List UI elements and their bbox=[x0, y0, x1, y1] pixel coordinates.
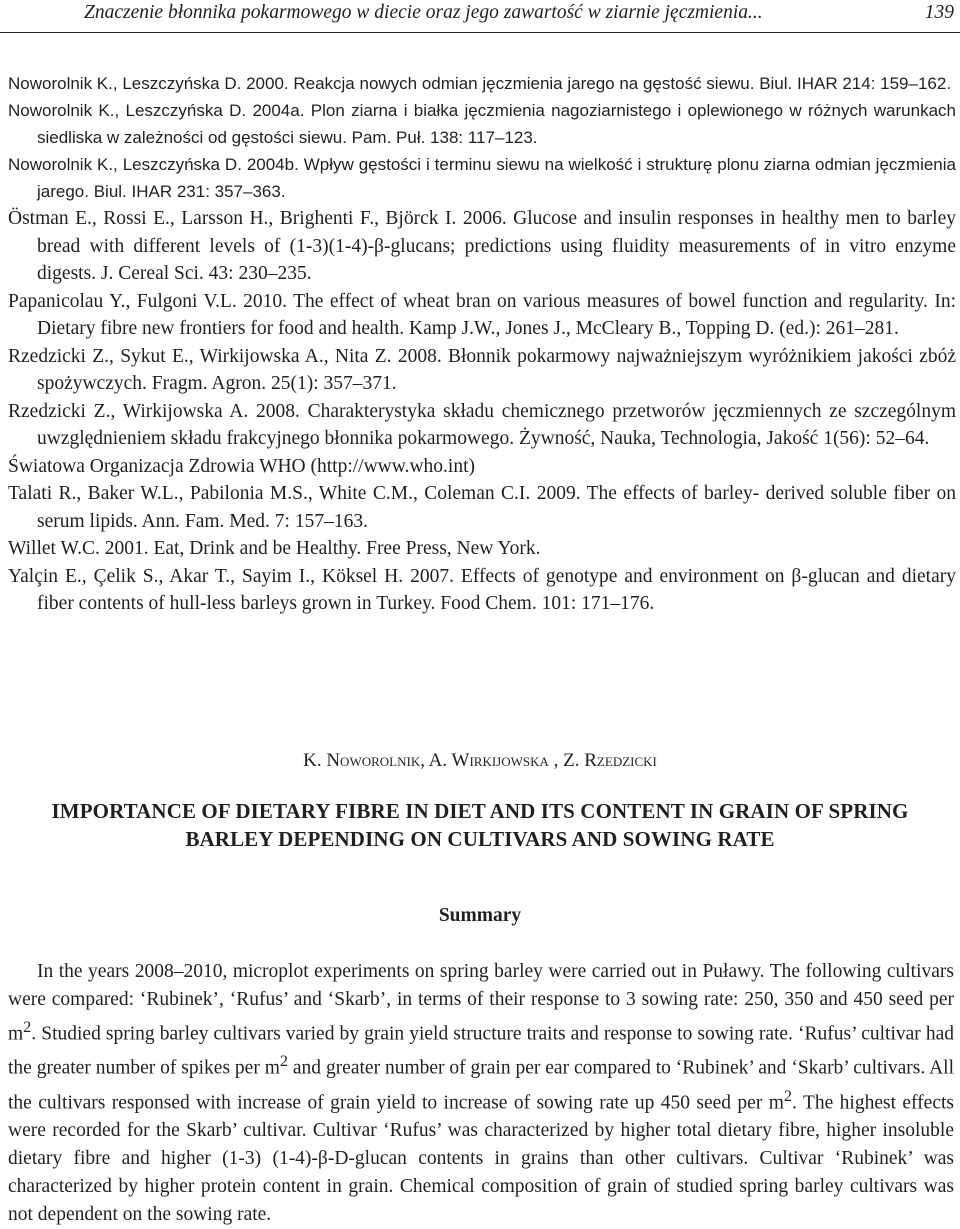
english-title bbox=[0, 797, 960, 853]
superscript: 2 bbox=[279, 1052, 289, 1071]
reference-list bbox=[8, 70, 956, 618]
reference-item: Rzedzicki Z., Wirkijowska A. 2008. Charakterystyka składu chemicznego przetworów jęczmiennych ze szczególnym uwzględnieniem składu frakcyjnego błonnika pokarmowego. Żywność, Nauka, Technologia, Jakość 1(56): 52–64. bbox=[8, 400, 956, 449]
english-title-line: IMPORTANCE OF DIETARY FIBRE IN DIET AND ITS CONTENT IN GRAIN OF SPRING bbox=[51, 799, 909, 823]
summary-paragraph bbox=[8, 958, 954, 1229]
summary-text: In the years 2008–2010, microplot experiments on spring barley were carried out in Puławy. The following cultivars were compared: ‘Rubinek’, ‘Rufus’ and ‘Skarb’, in terms of their response to 3 sowing rate: 250, 350 and 450 seed per m bbox=[8, 961, 954, 1045]
page-number: 139 bbox=[924, 2, 954, 23]
english-title-line: BARLEY DEPENDING ON CULTIVARS AND SOWING RATE bbox=[185, 827, 775, 851]
running-header bbox=[0, 0, 960, 34]
summary-text: . Studied spring barley cultivars varied by grain yield structure traits and response to sowing rate. ‘Rufus’ cultivar had the greater number of spikes per m bbox=[8, 1023, 954, 1079]
reference-item: Noworolnik K., Leszczyńska D. 2000. Reakcja nowych odmian jęczmienia jarego na gęstość siewu. Biul. IHAR 214: 159–162. bbox=[8, 74, 952, 93]
header-divider bbox=[0, 32, 960, 33]
superscript: 2 bbox=[783, 1086, 793, 1105]
running-header-title: Znaczenie błonnika pokarmowego w diecie oraz jego zawartość w ziarnie jęczmienia... bbox=[84, 2, 763, 23]
summary-heading: Summary bbox=[438, 905, 522, 926]
reference-item: Östman E., Rossi E., Larsson H., Brighenti F., Björck I. 2006. Glucose and insulin responses in healthy men to barley bread with different levels of (1-3)(1-4)-β-glucans; predictions using fluidity measurements of in vitro enzyme digests. J. Cereal Sci. 43: 230–235. bbox=[8, 208, 956, 284]
summary-text: and greater number of grain per ear compared to ‘Rubinek’ and ‘Skarb’ cultivars. All the cultivars responsed with increase of grain yield to increase of sowing rate up 450 seed per m bbox=[8, 1057, 954, 1114]
reference-item: Talati R., Baker W.L., Pabilonia M.S., White C.M., Coleman C.I. 2009. The effects of barley- derived soluble fiber on serum lipids. Ann. Fam. Med. 7: 157–163. bbox=[8, 483, 956, 532]
reference-item: Papanicolau Y., Fulgoni V.L. 2010. The effect of wheat bran on various measures of bowel function and regularity. In: Dietary fibre new frontiers for food and health. Kamp J.W., Jones J., McCleary B., Topping D. (ed.): 261–281. bbox=[8, 290, 956, 339]
reference-item: Willet W.C. 2001. Eat, Drink and be Healthy. Free Press, New York. bbox=[8, 538, 541, 559]
reference-item: Rzedzicki Z., Sykut E., Wirkijowska A., Nita Z. 2008. Błonnik pokarmowy najważniejszym wyróżnikiem jakości zbóż spożywczych. Fragm. Agron. 25(1): 357–371. bbox=[8, 345, 956, 394]
reference-item: Noworolnik K., Leszczyńska D. 2004b. Wpływ gęstości i terminu siewu na wielkość i strukturę plonu ziarna odmian jęczmienia jarego. Biul. IHAR 231: 357–363. bbox=[8, 155, 956, 201]
reference-item: Światowa Organizacja Zdrowia WHO (http://www.who.int) bbox=[8, 455, 475, 477]
summary-authors: K. Noworolnik, A. Wirkijowska , Z. Rzedzicki bbox=[303, 750, 657, 771]
summary-text: . The highest effects were recorded for the Skarb’ cultivar. Cultivar ‘Rufus’ was characterized by higher total dietary fibre, higher insoluble dietary fibre and higher (1-3) (1-4)-β-D-glucan contents in grains than other cultivars. Cultivar ‘Rubinek’ was characterized by higher protein content in grain. Chemical composition of grain of studied spring barley cultivars was not dependent on the sowing rate. bbox=[8, 1092, 954, 1225]
reference-item: Yalçin E., Çelik S., Akar T., Sayim I., Köksel H. 2007. Effects of genotype and environment on β-glucan and dietary fiber contents of hull-less barleys grown in Turkey. Food Chem. 101: 171–176. bbox=[8, 565, 956, 614]
superscript: 2 bbox=[23, 1017, 32, 1036]
reference-item: Noworolnik K., Leszczyńska D. 2004a. Plon ziarna i białka jęczmienia nagoziarnistego i oplewionego w różnych warunkach siedliska w zależności od gęstości siewu. Pam. Puł. 138: 117–123. bbox=[8, 101, 956, 147]
